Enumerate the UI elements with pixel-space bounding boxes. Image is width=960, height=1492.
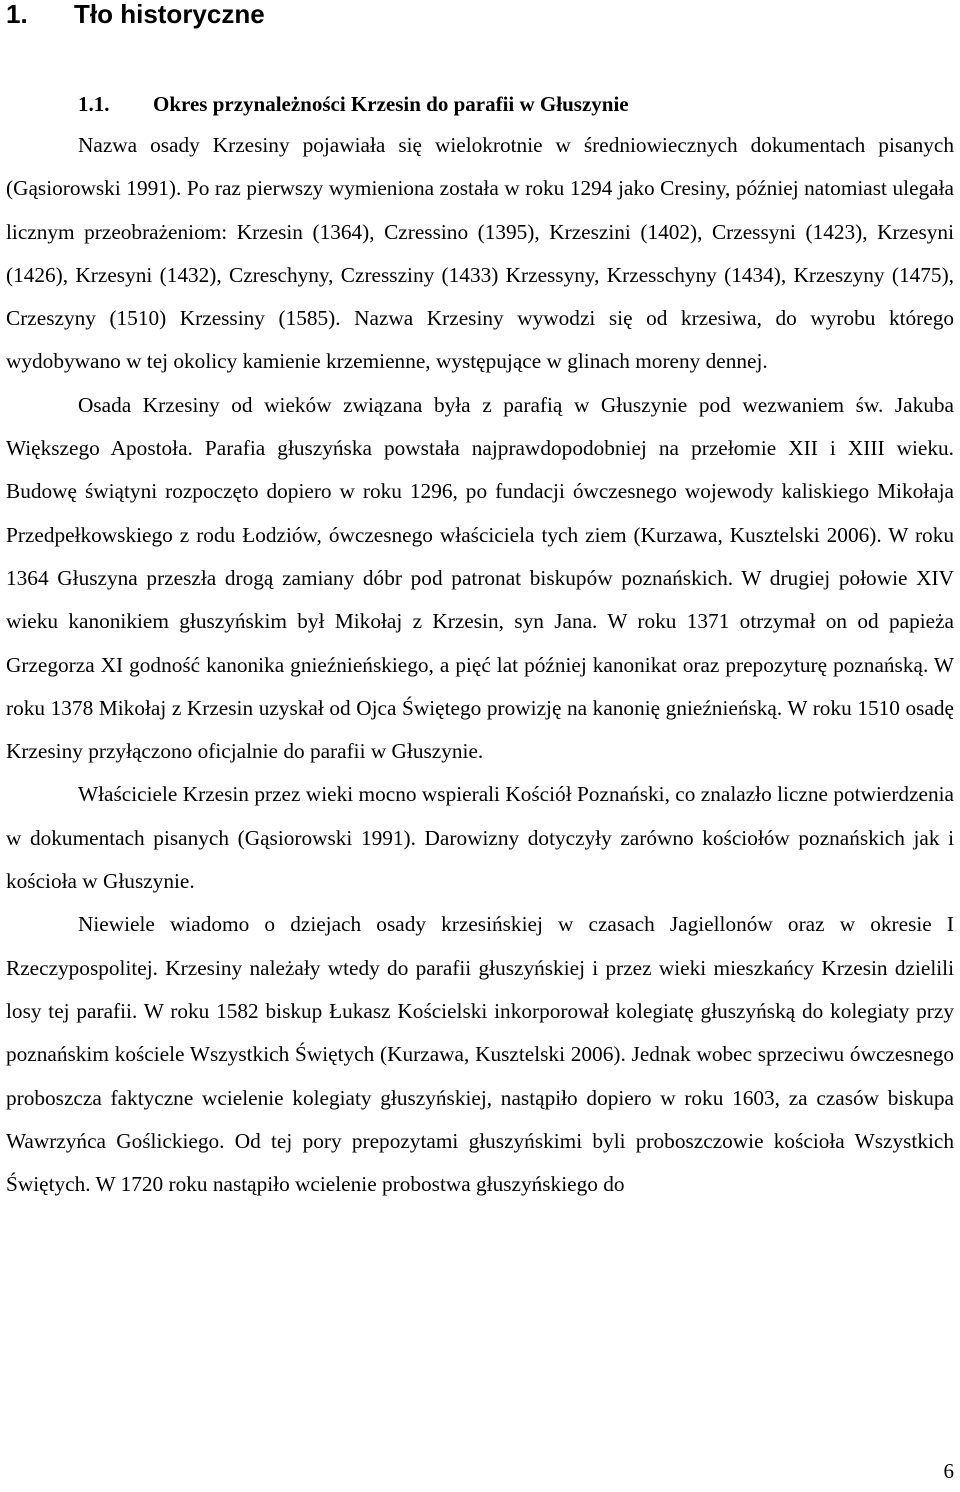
section-heading [78,84,629,124]
section-number: 1.1. [78,92,110,116]
section-title: Okres przynależności Krzesin do parafii w Głuszynie [153,92,629,116]
paragraph: Niewiele wiadomo o dziejach osady krzesińskiej w czasach Jagiellonów oraz w okresie I Rzeczypospolitej. Krzesiny należały wtedy do parafii głuszyńskiej i przez wieki mieszkańcy Krzesin dzielili losy tej parafii. W roku 1582 biskup Łukasz Kościelski inkorporował kolegiatę głuszyńską do kolegiaty przy poznańskim kościele Wszystkich Świętych (Kurzawa, Kusztelski 2006). Jednak wobec sprzeciwu ówczesnego proboszcza faktyczne wcielenie kolegiaty głuszyńskiej, nastąpiło dopiero w roku 1603, za czasów biskupa Wawrzyńca Goślickiego. Od tej pory prepozytami głuszyńskimi byli proboszczowie kościoła Wszystkich Świętych. W 1720 roku nastąpiło wcielenie probostwa głuszyńskiego do [6,912,954,1197]
chapter-heading [6,0,265,34]
page-number: 6 [943,1459,954,1483]
chapter-number: 1. [6,0,28,29]
paragraph: Nazwa osady Krzesiny pojawiała się wielokrotnie w średniowiecznych dokumentach pisanych (Gąsiorowski 1991). Po raz pierwszy wymieniona została w roku 1294 jako Cresiny, później natomiast ulegała licznym przeobrażeniom: Krzesin (1364), Czressino (1395), Krzeszini (1402), Crzessyni (1423), Krzesyni (1426), Krzesyni (1432), Czreschyny, Czressziny (1433) Krzessyny, Krzesschyny (1434), Krzeszyny (1475), Crzeszyny (1510) Krzessiny (1585). Nazwa Krzesiny wywodzi się od krzesiwa, do wyrobu którego wydobywano w tej okolicy kamienie krzemienne, występujące w glinach moreny dennej. [6,133,954,374]
body-text [6,124,954,1206]
chapter-title: Tło historyczne [74,0,265,29]
paragraph: Osada Krzesiny od wieków związana była z parafią w Głuszynie pod wezwaniem św. Jakuba Większego Apostoła. Parafia głuszyńska powstała najprawdopodobniej na przełomie XII i XIII wieku. Budowę świątyni rozpoczęto dopiero w roku 1296, po fundacji ówczesnego wojewody kaliskiego Mikołaja Przedpełkowskiego z rodu Łodziów, ówczesnego właściciela tych ziem (Kurzawa, Kusztelski 2006). W roku 1364 Głuszyna przeszła drogą zamiany dóbr pod patronat biskupów poznańskich. W drugiej połowie XIV wieku kanonikiem głuszyńskim był Mikołaj z Krzesin, syn Jana. W roku 1371 otrzymał on od papieża Grzegorza XI godność kanonika gnieźnieńskiego, a pięć lat później kanonikat oraz prepozyturę poznańską. W roku 1378 Mikołaj z Krzesin uzyskał od Ojca Świętego prowizję na kanonię gnieźnieńską. W roku 1510 osadę Krzesiny przyłączono oficjalnie do parafii w Głuszynie. [6,392,954,764]
paragraph: Właściciele Krzesin przez wieki mocno wspierali Kościół Poznański, co znalazło liczne potwierdzenia w dokumentach pisanych (Gąsiorowski 1991). Darowizny dotyczyły zarówno kościołów poznańskich jak i kościoła w Głuszynie. [6,782,954,894]
